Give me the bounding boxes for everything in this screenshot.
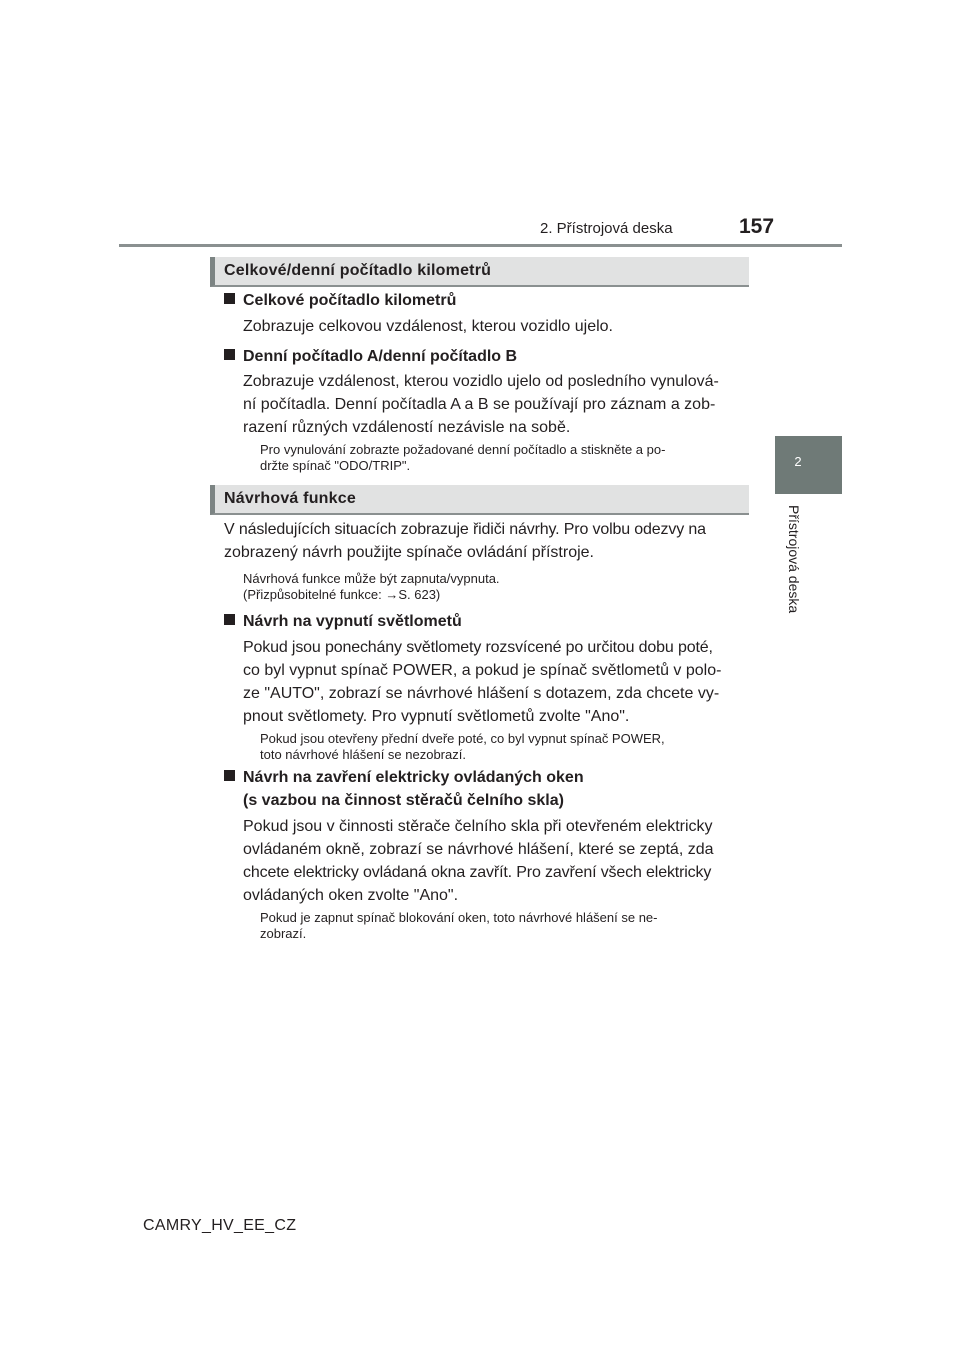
square-bullet-icon bbox=[224, 770, 235, 781]
square-bullet-icon bbox=[224, 614, 235, 625]
paragraph-line: Pokud jsou v činnosti stěrače čelního skla při otevřeném elektricky bbox=[243, 818, 713, 835]
paragraph-line: Pokud jsou ponechány světlomety rozsvícené po určitou dobu poté, bbox=[243, 639, 713, 656]
paragraph-line: V následujících situacích zobrazuje řidiči návrhy. Pro volbu odezvy na bbox=[224, 521, 706, 538]
note-line: Pokud jsou otevřeny přední dveře poté, co byl vypnut spínač POWER, bbox=[260, 731, 665, 746]
paragraph-line: ze "AUTO", zobrazí se návrhové hlášení s dotazem, zda chcete vy- bbox=[243, 685, 720, 702]
subheading-odometer-total bbox=[224, 289, 456, 312]
note-line: Pokud je zapnut spínač blokování oken, toto návrhové hlášení se ne- bbox=[260, 910, 658, 925]
note-line: Návrhová funkce může být zapnuta/vypnuta. bbox=[243, 571, 500, 586]
note-trip-reset bbox=[260, 442, 746, 474]
chapter-tab-number: 2 bbox=[794, 454, 802, 469]
header-divider bbox=[119, 244, 842, 247]
paragraph-line: Zobrazuje celkovou vzdálenost, kterou vozidlo ujelo. bbox=[243, 318, 613, 335]
subheading-text-line2: (s vazbou na činnost stěračů čelního skla) bbox=[243, 792, 564, 809]
paragraph-line: Zobrazuje vzdálenost, kterou vozidlo ujelo od posledního vynulová- bbox=[243, 373, 719, 390]
paragraph-odometer-total bbox=[243, 315, 747, 338]
section-heading-text: Celkové/denní počítadlo kilometrů bbox=[224, 262, 492, 279]
page-number: 157 bbox=[739, 215, 775, 238]
paragraph-line: ní počítadla. Denní počítadla A a B se používají pro záznam a zob- bbox=[243, 396, 716, 413]
chapter-title: 2. Přístrojová deska bbox=[540, 220, 673, 237]
section-heading-text: Návrhová funkce bbox=[224, 490, 356, 507]
subheading-text: Návrh na vypnutí světlometů bbox=[243, 613, 462, 630]
chapter-tab-label: Přístrojová deska bbox=[786, 505, 802, 614]
subheading-windows bbox=[224, 766, 584, 812]
document-code: CAMRY_HV_EE_CZ bbox=[143, 1217, 297, 1234]
paragraph-windows bbox=[243, 815, 747, 907]
note-line: toto návrhové hlášení se nezobrazí. bbox=[260, 747, 466, 762]
subheading-text: Celkové počítadlo kilometrů bbox=[243, 292, 457, 309]
note-suggestion-toggle bbox=[243, 571, 746, 603]
subheading-text: Denní počítadlo A/denní počítadlo B bbox=[243, 348, 518, 365]
section-heading-suggestion bbox=[210, 485, 749, 515]
subheading-headlights bbox=[224, 610, 462, 633]
paragraph-line: pnout světlomety. Pro vypnutí světlometů zvolte "Ano". bbox=[243, 708, 630, 725]
note-windows bbox=[260, 910, 746, 942]
paragraph-line: ovládaných oken zvolte "Ano". bbox=[243, 887, 459, 904]
square-bullet-icon bbox=[224, 293, 235, 304]
paragraph-line: ovládaném okně, zobrazí se návrhové hlášení, které se zeptá, zda bbox=[243, 841, 714, 858]
note-headlights bbox=[260, 731, 746, 763]
paragraph-line: co byl vypnut spínač POWER, a pokud je spínač světlometů v polo- bbox=[243, 662, 722, 679]
paragraph-line: chcete elektricky ovládaná okna zavřít. Pro zavření všech elektricky bbox=[243, 864, 712, 881]
paragraph-line: zobrazený návrh použijte spínače ovládání přístroje. bbox=[224, 544, 594, 561]
square-bullet-icon bbox=[224, 349, 235, 360]
section-heading-odometer bbox=[210, 257, 749, 287]
paragraph-suggestion-intro bbox=[224, 518, 747, 564]
note-line: Pro vynulování zobrazte požadované denní počítadlo a stiskněte a po- bbox=[260, 442, 666, 457]
paragraph-line: razení různých vzdáleností nezávisle na sobě. bbox=[243, 419, 571, 436]
paragraph-headlights bbox=[243, 636, 747, 728]
subheading-text: Návrh na zavření elektricky ovládaných oken bbox=[243, 769, 584, 786]
note-line: (Přizpůsobitelné funkce: →S. 623) bbox=[243, 587, 441, 602]
note-line: držte spínač "ODO/TRIP". bbox=[260, 458, 411, 473]
subheading-trip-meter bbox=[224, 345, 517, 368]
note-line: zobrazí. bbox=[260, 926, 307, 941]
paragraph-trip-meter bbox=[243, 370, 747, 439]
